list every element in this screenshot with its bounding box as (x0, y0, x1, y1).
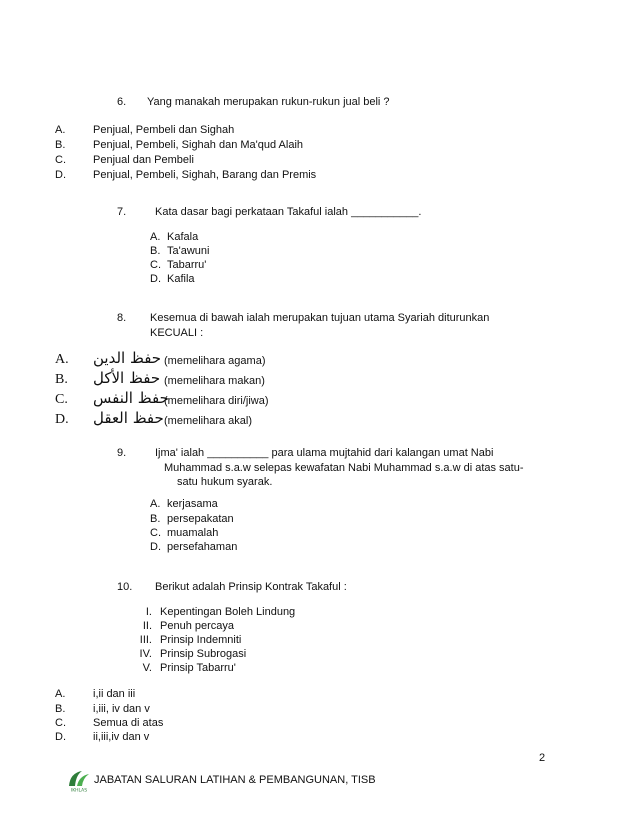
svg-text:IKHLAS: IKHLAS (70, 788, 88, 792)
q9-text-line2: Muhammad s.a.w selepas kewafatan Nabi Muhammad s.a.w di atas satu- (164, 462, 524, 474)
q10-principle-5-numeral: V. (142, 662, 152, 674)
q10-option-a-letter: A. (55, 688, 66, 700)
q8-option-b-arabic: حفظ الأكل (93, 369, 161, 387)
q6-option-a-text: Penjual, Pembeli dan Sighah (93, 124, 235, 136)
q10-principle-2-text: Penuh percaya (160, 620, 234, 632)
q8-option-b-letter: B. (55, 372, 68, 387)
q9-option-d-letter: D. (150, 541, 161, 553)
q7-number: 7. (117, 206, 127, 218)
footer-text: JABATAN SALURAN LATIHAN & PEMBANGUNAN, TISB (94, 774, 376, 786)
q7-option-b-text: Ta'awuni (167, 245, 210, 257)
q10-principle-2-numeral: II. (142, 620, 152, 632)
q10-principle-3-text: Prinsip Indemniti (160, 634, 242, 646)
q10-text: Berikut adalah Prinsip Kontrak Takaful : (155, 581, 347, 593)
q10-principle-4-numeral: IV. (139, 648, 152, 660)
q7-option-c-text: Tabarru' (167, 259, 207, 271)
q9-text-line3: satu hukum syarak. (177, 476, 273, 488)
q8-option-c-letter: C. (55, 392, 68, 407)
q10-option-c-letter: C. (55, 717, 66, 729)
q6-option-d-letter: D. (55, 169, 66, 181)
q8-text-line1: Kesemua di bawah ialah merupakan tujuan utama Syariah diturunkan (150, 312, 490, 324)
q8-option-d-letter: D. (55, 412, 69, 427)
q10-option-a-text: i,ii dan iii (93, 688, 136, 700)
q8-option-d-arabic: حفظ العقل (93, 409, 164, 427)
q6-option-a-letter: A. (55, 124, 66, 136)
page-number: 2 (539, 752, 546, 764)
q8-option-d-text: (memelihara akal) (164, 415, 253, 427)
q10-principle-1-numeral: I. (145, 606, 152, 618)
q7-option-a-letter: A. (150, 231, 161, 243)
q10-principle-1-text: Kepentingan Boleh Lindung (160, 606, 296, 618)
q9-option-b-letter: B. (150, 513, 161, 525)
q10-option-d-text: ii,iii,iv dan v (93, 731, 150, 743)
q9-text-line1: Ijma' ialah __________ para ulama mujtahid dari kalangan umat Nabi (155, 447, 494, 459)
q8-option-b-text: (memelihara makan) (164, 375, 265, 387)
q10-principle-5-text: Prinsip Tabarru' (160, 662, 236, 674)
q8-option-a-arabic: حفظ الدين (93, 349, 162, 367)
q10-option-b-text: i,iii, iv dan v (93, 703, 150, 715)
q6-option-c-letter: C. (55, 154, 66, 166)
q6-option-b-letter: B. (55, 139, 66, 151)
q9-option-a-text: kerjasama (167, 498, 218, 510)
q7-option-d-letter: D. (150, 273, 161, 285)
q8-text-line2: KECUALI : (150, 327, 204, 339)
q8-number: 8. (117, 312, 127, 324)
q7-option-c-letter: C. (150, 259, 161, 271)
q9-option-c-letter: C. (150, 527, 161, 539)
q9-option-c-text: muamalah (167, 527, 219, 539)
q10-principle-4-text: Prinsip Subrogasi (160, 648, 247, 660)
q7-text: Kata dasar bagi perkataan Takaful ialah ___________. (155, 206, 422, 218)
q9-option-d-text: persefahaman (167, 541, 238, 553)
q9-number: 9. (117, 447, 127, 459)
q8-option-a-letter: A. (55, 352, 69, 367)
q6-option-c-text: Penjual dan Pembeli (93, 154, 194, 166)
q8-option-c-arabic: حفظ النفس (93, 389, 169, 407)
q6-option-b-text: Penjual, Pembeli, Sighah dan Ma'qud Alaih (93, 139, 304, 151)
q10-option-c-text: Semua di atas (93, 717, 164, 729)
q6-text: Yang manakah merupakan rukun-rukun jual beli ? (147, 96, 390, 108)
q10-option-b-letter: B. (55, 703, 66, 715)
q10-number: 10. (117, 581, 133, 593)
q6-number: 6. (117, 96, 127, 108)
q7-option-a-text: Kafala (167, 231, 199, 243)
q7-option-d-text: Kafila (167, 273, 195, 285)
q8-option-a-text: (memelihara agama) (164, 355, 266, 367)
q7-option-b-letter: B. (150, 245, 161, 257)
q9-option-a-letter: A. (150, 498, 161, 510)
q9-option-b-text: persepakatan (167, 513, 234, 525)
q10-principle-3-numeral: III. (139, 634, 152, 646)
q10-option-d-letter: D. (55, 731, 66, 743)
q6-option-d-text: Penjual, Pembeli, Sighah, Barang dan Premis (93, 169, 317, 181)
ikhlas-logo-icon (66, 768, 92, 792)
q8-option-c-text: (memelihara diri/jiwa) (164, 395, 269, 407)
